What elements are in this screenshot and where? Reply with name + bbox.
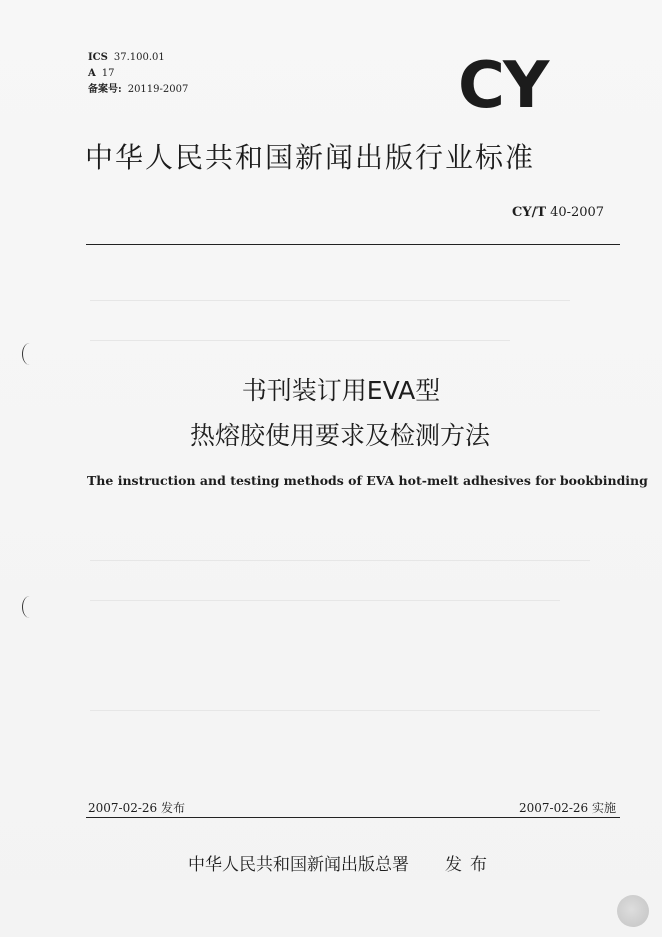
punch-hole-mark xyxy=(22,343,37,365)
header-divider xyxy=(86,244,620,245)
standard-number xyxy=(512,205,604,220)
issue-date: 2007-02-26 发布 xyxy=(88,801,186,815)
bleed-through-line xyxy=(90,340,510,341)
record-label: 备案号: xyxy=(88,84,122,95)
class-row xyxy=(88,66,188,82)
classification-block xyxy=(88,50,188,98)
bleed-through-line xyxy=(90,600,560,601)
bleed-through-line xyxy=(90,710,600,711)
cy-logo: CY xyxy=(458,49,548,123)
punch-hole-mark xyxy=(22,596,37,618)
issuing-authority xyxy=(188,850,495,875)
ics-row xyxy=(88,50,188,66)
corner-stamp-mark xyxy=(617,895,649,927)
title-cn-line2: 热熔胶使用要求及检测方法 xyxy=(189,421,490,450)
record-value: 20119-2007 xyxy=(127,84,189,95)
issuer-name: 中华人民共和国新闻出版总署 xyxy=(188,855,409,875)
bleed-through-line xyxy=(90,300,570,301)
issuer-verb: 发布 xyxy=(445,855,495,875)
standard-category-title: 中华人民共和国新闻出版行业标准 xyxy=(85,141,536,174)
standard-code: 40-2007 xyxy=(550,205,605,220)
footer-divider xyxy=(86,817,620,818)
class-label: A xyxy=(88,68,96,79)
ics-label: ICS xyxy=(88,52,108,63)
standard-prefix: CY/T xyxy=(512,205,547,220)
title-cn-line1: 书刊装订用EVA型 xyxy=(241,376,441,405)
implementation-date: 2007-02-26 实施 xyxy=(519,801,617,815)
bleed-through-line xyxy=(90,560,590,561)
title-en: The instruction and testing methods of EVA hot-melt adhesives for bookbinding xyxy=(87,473,648,488)
ics-value: 37.100.01 xyxy=(113,52,165,63)
record-row xyxy=(88,82,188,98)
class-value: 17 xyxy=(101,68,115,79)
